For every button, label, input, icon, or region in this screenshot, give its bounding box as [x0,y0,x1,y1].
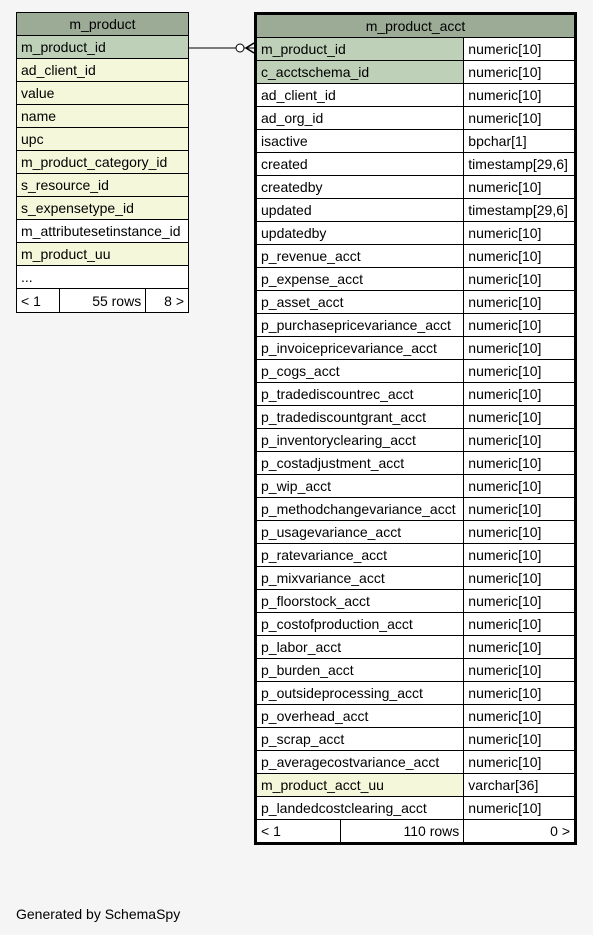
table-row[interactable] [256,314,576,337]
table-row[interactable] [256,291,576,314]
parent-count-link[interactable]: < 1 [17,289,59,312]
column-c-acctschema-id[interactable]: c_acctschema_id [256,61,464,84]
column-type: numeric[10] [464,544,576,567]
table-title-m-product[interactable]: m_product [17,13,189,36]
table-row[interactable] [256,705,576,728]
column-type: numeric[10] [464,291,576,314]
table-row[interactable] [256,567,576,590]
column-ad-client-id[interactable]: ad_client_id [17,59,189,82]
column-p-burden-acct[interactable]: p_burden_acct [256,659,464,682]
column-p-overhead-acct[interactable]: p_overhead_acct [256,705,464,728]
column-type: numeric[10] [464,751,576,774]
column-p-mixvariance-acct[interactable]: p_mixvariance_acct [256,567,464,590]
column-type: numeric[10] [464,383,576,406]
column-p-invoicepricevariance-acct[interactable]: p_invoicepricevariance_acct [256,337,464,360]
column-p-inventoryclearing-acct[interactable]: p_inventoryclearing_acct [256,429,464,452]
generated-by-credit: Generated by SchemaSpy [16,906,181,922]
column-type: numeric[10] [464,314,576,337]
table-row[interactable] [256,452,576,475]
column-p-ratevariance-acct[interactable]: p_ratevariance_acct [256,544,464,567]
column-p-expense-acct[interactable]: p_expense_acct [256,268,464,291]
table-row[interactable] [256,222,576,245]
column-type: numeric[10] [464,705,576,728]
table-row[interactable] [256,797,576,820]
column-p-asset-acct[interactable]: p_asset_acct [256,291,464,314]
column-type: numeric[10] [464,38,576,61]
column-p-revenue-acct[interactable]: p_revenue_acct [256,245,464,268]
column-type: numeric[10] [464,337,576,360]
table-row[interactable] [256,38,576,61]
table-row[interactable] [17,243,189,266]
table-row[interactable] [17,82,189,105]
table-row[interactable] [256,521,576,544]
column-p-wip-acct[interactable]: p_wip_acct [256,475,464,498]
column-m-product-id[interactable]: m_product_id [17,36,189,59]
column-type: numeric[10] [464,176,576,199]
column-type: varchar[36] [464,774,576,797]
column-type: numeric[10] [464,452,576,475]
m-product-acct-table[interactable] [254,12,577,845]
column-ad-org-id[interactable]: ad_org_id [256,107,464,130]
table-row[interactable] [256,544,576,567]
column-p-purchasepricevariance-acct[interactable]: p_purchasepricevariance_acct [256,314,464,337]
column-ad-client-id[interactable]: ad_client_id [256,84,464,107]
column-type: numeric[10] [464,590,576,613]
table-row[interactable] [256,498,576,521]
column-m-product-uu[interactable]: m_product_uu [17,243,189,266]
table-row[interactable] [17,197,189,220]
table-row[interactable] [17,220,189,243]
column-p-costofproduction-acct[interactable]: p_costofproduction_acct [256,613,464,636]
table-row[interactable] [256,590,576,613]
table-footer [17,289,189,313]
column-type: numeric[10] [464,107,576,130]
table-row[interactable] [256,360,576,383]
column-p-outsideprocessing-acct[interactable]: p_outsideprocessing_acct [256,682,464,705]
column-type: numeric[10] [464,61,576,84]
table-row[interactable] [256,268,576,291]
table-row[interactable] [256,199,576,222]
column-type: numeric[10] [464,498,576,521]
table-row[interactable] [256,728,576,751]
table-row[interactable] [17,128,189,151]
table-row[interactable] [17,36,189,59]
table-row[interactable] [256,107,576,130]
table-row[interactable] [256,337,576,360]
row-count: 110 rows [341,820,464,844]
column-m-product-category-id[interactable]: m_product_category_id [17,151,189,174]
table-row[interactable] [17,105,189,128]
table-row[interactable] [256,613,576,636]
column-type: numeric[10] [464,268,576,291]
column-type: numeric[10] [464,475,576,498]
column-m-attributesetinstance-id[interactable]: m_attributesetinstance_id [17,220,189,243]
column-type: numeric[10] [464,567,576,590]
row-count: 55 rows [59,289,145,312]
column-type: timestamp[29,6] [464,153,576,176]
table-row[interactable] [256,429,576,452]
column-more[interactable]: ... [17,266,189,289]
column-p-costadjustment-acct[interactable]: p_costadjustment_acct [256,452,464,475]
table-row[interactable] [256,659,576,682]
table-row[interactable] [256,406,576,429]
column-s-expensetype-id[interactable]: s_expensetype_id [17,197,189,220]
child-count-link[interactable]: 8 > [146,289,188,312]
crowsfoot-icon [244,43,254,53]
column-type: numeric[10] [464,728,576,751]
child-count-link[interactable]: 0 > [464,820,576,844]
m-product-table[interactable] [16,12,189,313]
table-row[interactable] [17,59,189,82]
table-row[interactable] [256,153,576,176]
table-row[interactable] [256,245,576,268]
table-row[interactable] [256,636,576,659]
column-updatedby[interactable]: updatedby [256,222,464,245]
table-row[interactable] [256,61,576,84]
column-p-usagevariance-acct[interactable]: p_usagevariance_acct [256,521,464,544]
column-type: numeric[10] [464,84,576,107]
table-footer [256,820,576,844]
column-p-tradediscountrec-acct[interactable]: p_tradediscountrec_acct [256,383,464,406]
column-p-floorstock-acct[interactable]: p_floorstock_acct [256,590,464,613]
column-name[interactable]: name [17,105,189,128]
column-p-tradediscountgrant-acct[interactable]: p_tradediscountgrant_acct [256,406,464,429]
column-type: numeric[10] [464,360,576,383]
column-type: numeric[10] [464,613,576,636]
table-title-m-product-acct[interactable]: m_product_acct [256,14,576,38]
column-type: numeric[10] [464,797,576,820]
column-created[interactable]: created [256,153,464,176]
column-createdby[interactable]: createdby [256,176,464,199]
table-row[interactable] [256,130,576,153]
column-p-methodchangevariance-acct[interactable]: p_methodchangevariance_acct [256,498,464,521]
table-row[interactable] [256,751,576,774]
parent-count-link[interactable]: < 1 [256,820,341,844]
column-p-landedcostclearing-acct[interactable]: p_landedcostclearing_acct [256,797,464,820]
table-row[interactable] [17,266,189,289]
column-m-product-acct-uu[interactable]: m_product_acct_uu [256,774,464,797]
column-updated[interactable]: updated [256,199,464,222]
column-type: numeric[10] [464,682,576,705]
column-type: numeric[10] [464,521,576,544]
table-row[interactable] [256,383,576,406]
column-p-averagecostvariance-acct[interactable]: p_averagecostvariance_acct [256,751,464,774]
column-value[interactable]: value [17,82,189,105]
column-type: timestamp[29,6] [464,199,576,222]
column-type: numeric[10] [464,429,576,452]
column-type: numeric[10] [464,406,576,429]
column-p-scrap-acct[interactable]: p_scrap_acct [256,728,464,751]
column-p-cogs-acct[interactable]: p_cogs_acct [256,360,464,383]
table-row[interactable] [256,475,576,498]
column-m-product-id[interactable]: m_product_id [256,38,464,61]
column-isactive[interactable]: isactive [256,130,464,153]
column-s-resource-id[interactable]: s_resource_id [17,174,189,197]
column-type: numeric[10] [464,222,576,245]
table-row[interactable] [256,682,576,705]
table-row[interactable] [256,774,576,797]
table-row[interactable] [17,174,189,197]
column-type: numeric[10] [464,659,576,682]
table-row[interactable] [256,176,576,199]
column-upc[interactable]: upc [17,128,189,151]
column-type: numeric[10] [464,636,576,659]
column-p-labor-acct[interactable]: p_labor_acct [256,636,464,659]
column-type: bpchar[1] [464,130,576,153]
column-type: numeric[10] [464,245,576,268]
table-row[interactable] [256,84,576,107]
zero-optional-icon [236,44,244,52]
table-row[interactable] [17,151,189,174]
